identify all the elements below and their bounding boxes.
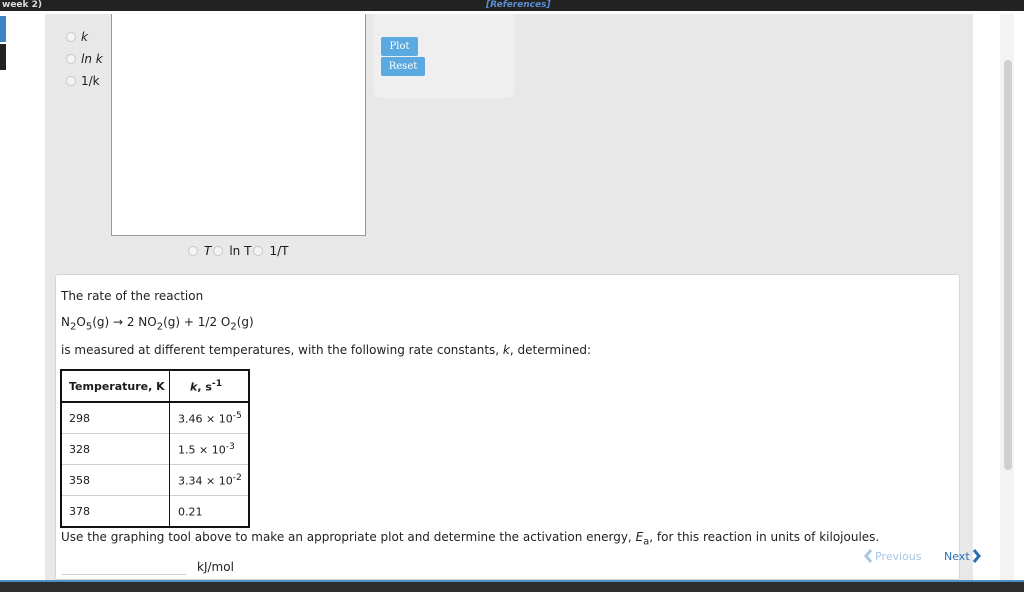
k-exponent: -3	[225, 441, 235, 453]
x-radio-ln-t[interactable]	[213, 246, 223, 256]
reaction-sub: 5	[85, 321, 93, 333]
k-exponent: -2	[232, 472, 242, 484]
x-axis-options	[188, 244, 288, 258]
next-button[interactable]	[944, 549, 981, 563]
instruction-end: , for this reaction in units of kilojoules.	[649, 530, 880, 544]
previous-label: Previous	[875, 549, 922, 563]
scrollbar-thumb[interactable]	[1004, 60, 1012, 470]
cell-temp: 378	[61, 496, 170, 528]
top-bar	[0, 0, 1024, 11]
reaction-sub: 2	[230, 321, 237, 333]
button-panel	[374, 14, 514, 98]
plot-canvas[interactable]	[111, 14, 366, 236]
cell-k	[170, 434, 250, 465]
x-option-label: 1/T	[269, 244, 289, 258]
next-label: Next	[944, 549, 970, 563]
side-tab[interactable]	[0, 44, 6, 70]
k-exponent: -5	[232, 410, 242, 422]
references-link[interactable]: [References]	[486, 0, 551, 10]
y-option-label: 1/k	[81, 74, 100, 88]
x-option-label: T	[204, 244, 212, 258]
x-radio-inverse-t[interactable]	[253, 246, 263, 256]
previous-button[interactable]	[864, 549, 922, 563]
reaction-part: (g)	[236, 315, 254, 329]
k-mantissa: 1.5 × 10	[178, 443, 226, 457]
header-rate-constant	[170, 370, 250, 402]
measured-k: k	[502, 343, 510, 357]
y-radio-ln-k[interactable]	[66, 54, 76, 64]
rate-constant-table	[60, 369, 250, 528]
plot-button[interactable]: Plot	[381, 37, 418, 56]
reaction-part: 2 NO	[126, 315, 157, 329]
reaction-sub: 2	[69, 321, 77, 333]
table-header-row	[61, 370, 249, 402]
measured-text	[61, 343, 591, 357]
cell-temp: 358	[61, 465, 170, 496]
cell-k	[170, 496, 250, 528]
side-tab-active[interactable]	[0, 16, 6, 42]
chevron-right-icon	[972, 549, 981, 563]
k-mantissa: 0.21	[178, 505, 203, 519]
x-radio-t[interactable]	[188, 246, 198, 256]
y-option-ln-k[interactable]	[66, 52, 103, 66]
activation-energy-input[interactable]	[62, 557, 186, 575]
reaction-part: (g)	[92, 315, 110, 329]
reaction-equation	[61, 315, 254, 332]
y-radio-inverse-k[interactable]	[66, 76, 76, 86]
instruction-e-sub: a	[643, 536, 650, 548]
header-k-unit: , s	[197, 380, 212, 394]
instruction-part: Use the graphing tool above to make an appropriate plot and determine the activation energy,	[61, 530, 636, 544]
table-row	[61, 465, 249, 496]
reaction-part: O	[76, 315, 86, 329]
bottom-bar-accent	[0, 580, 1024, 582]
y-option-inverse-k[interactable]	[66, 74, 100, 88]
k-mantissa: 3.34 × 10	[178, 474, 233, 488]
x-option-label: ln T	[229, 244, 252, 258]
measured-text-end: , determined:	[509, 343, 591, 357]
reaction-sub: 2	[156, 321, 164, 333]
measured-text-part: is measured at different temperatures, with the following rate constants,	[61, 343, 503, 357]
reaction-part: (g)	[163, 315, 181, 329]
k-mantissa: 3.46 × 10	[178, 412, 233, 426]
y-option-label: ln k	[81, 52, 103, 66]
cell-temp: 328	[61, 434, 170, 465]
header-k-var: k	[190, 380, 198, 394]
reaction-arrow: →	[109, 315, 127, 329]
answer-unit: kJ/mol	[197, 560, 234, 574]
y-radio-k[interactable]	[66, 32, 76, 42]
reaction-part: + 1/2 O	[180, 315, 231, 329]
header-k-exp: -1	[211, 378, 223, 390]
instruction-e: E	[635, 530, 644, 544]
question-intro: The rate of the reaction	[61, 289, 204, 303]
chevron-left-icon	[864, 549, 873, 563]
week-label: week 2)	[2, 0, 43, 10]
instruction-text	[61, 530, 879, 547]
table-row	[61, 434, 249, 465]
table-row	[61, 496, 249, 528]
cell-k	[170, 402, 250, 434]
y-option-k[interactable]	[66, 30, 88, 44]
header-temperature: Temperature, K	[61, 370, 170, 402]
table-row	[61, 402, 249, 434]
reaction-part: N	[61, 315, 70, 329]
y-option-label: k	[81, 30, 88, 44]
reset-button[interactable]: Reset	[381, 57, 425, 76]
cell-temp: 298	[61, 402, 170, 434]
cell-k	[170, 465, 250, 496]
